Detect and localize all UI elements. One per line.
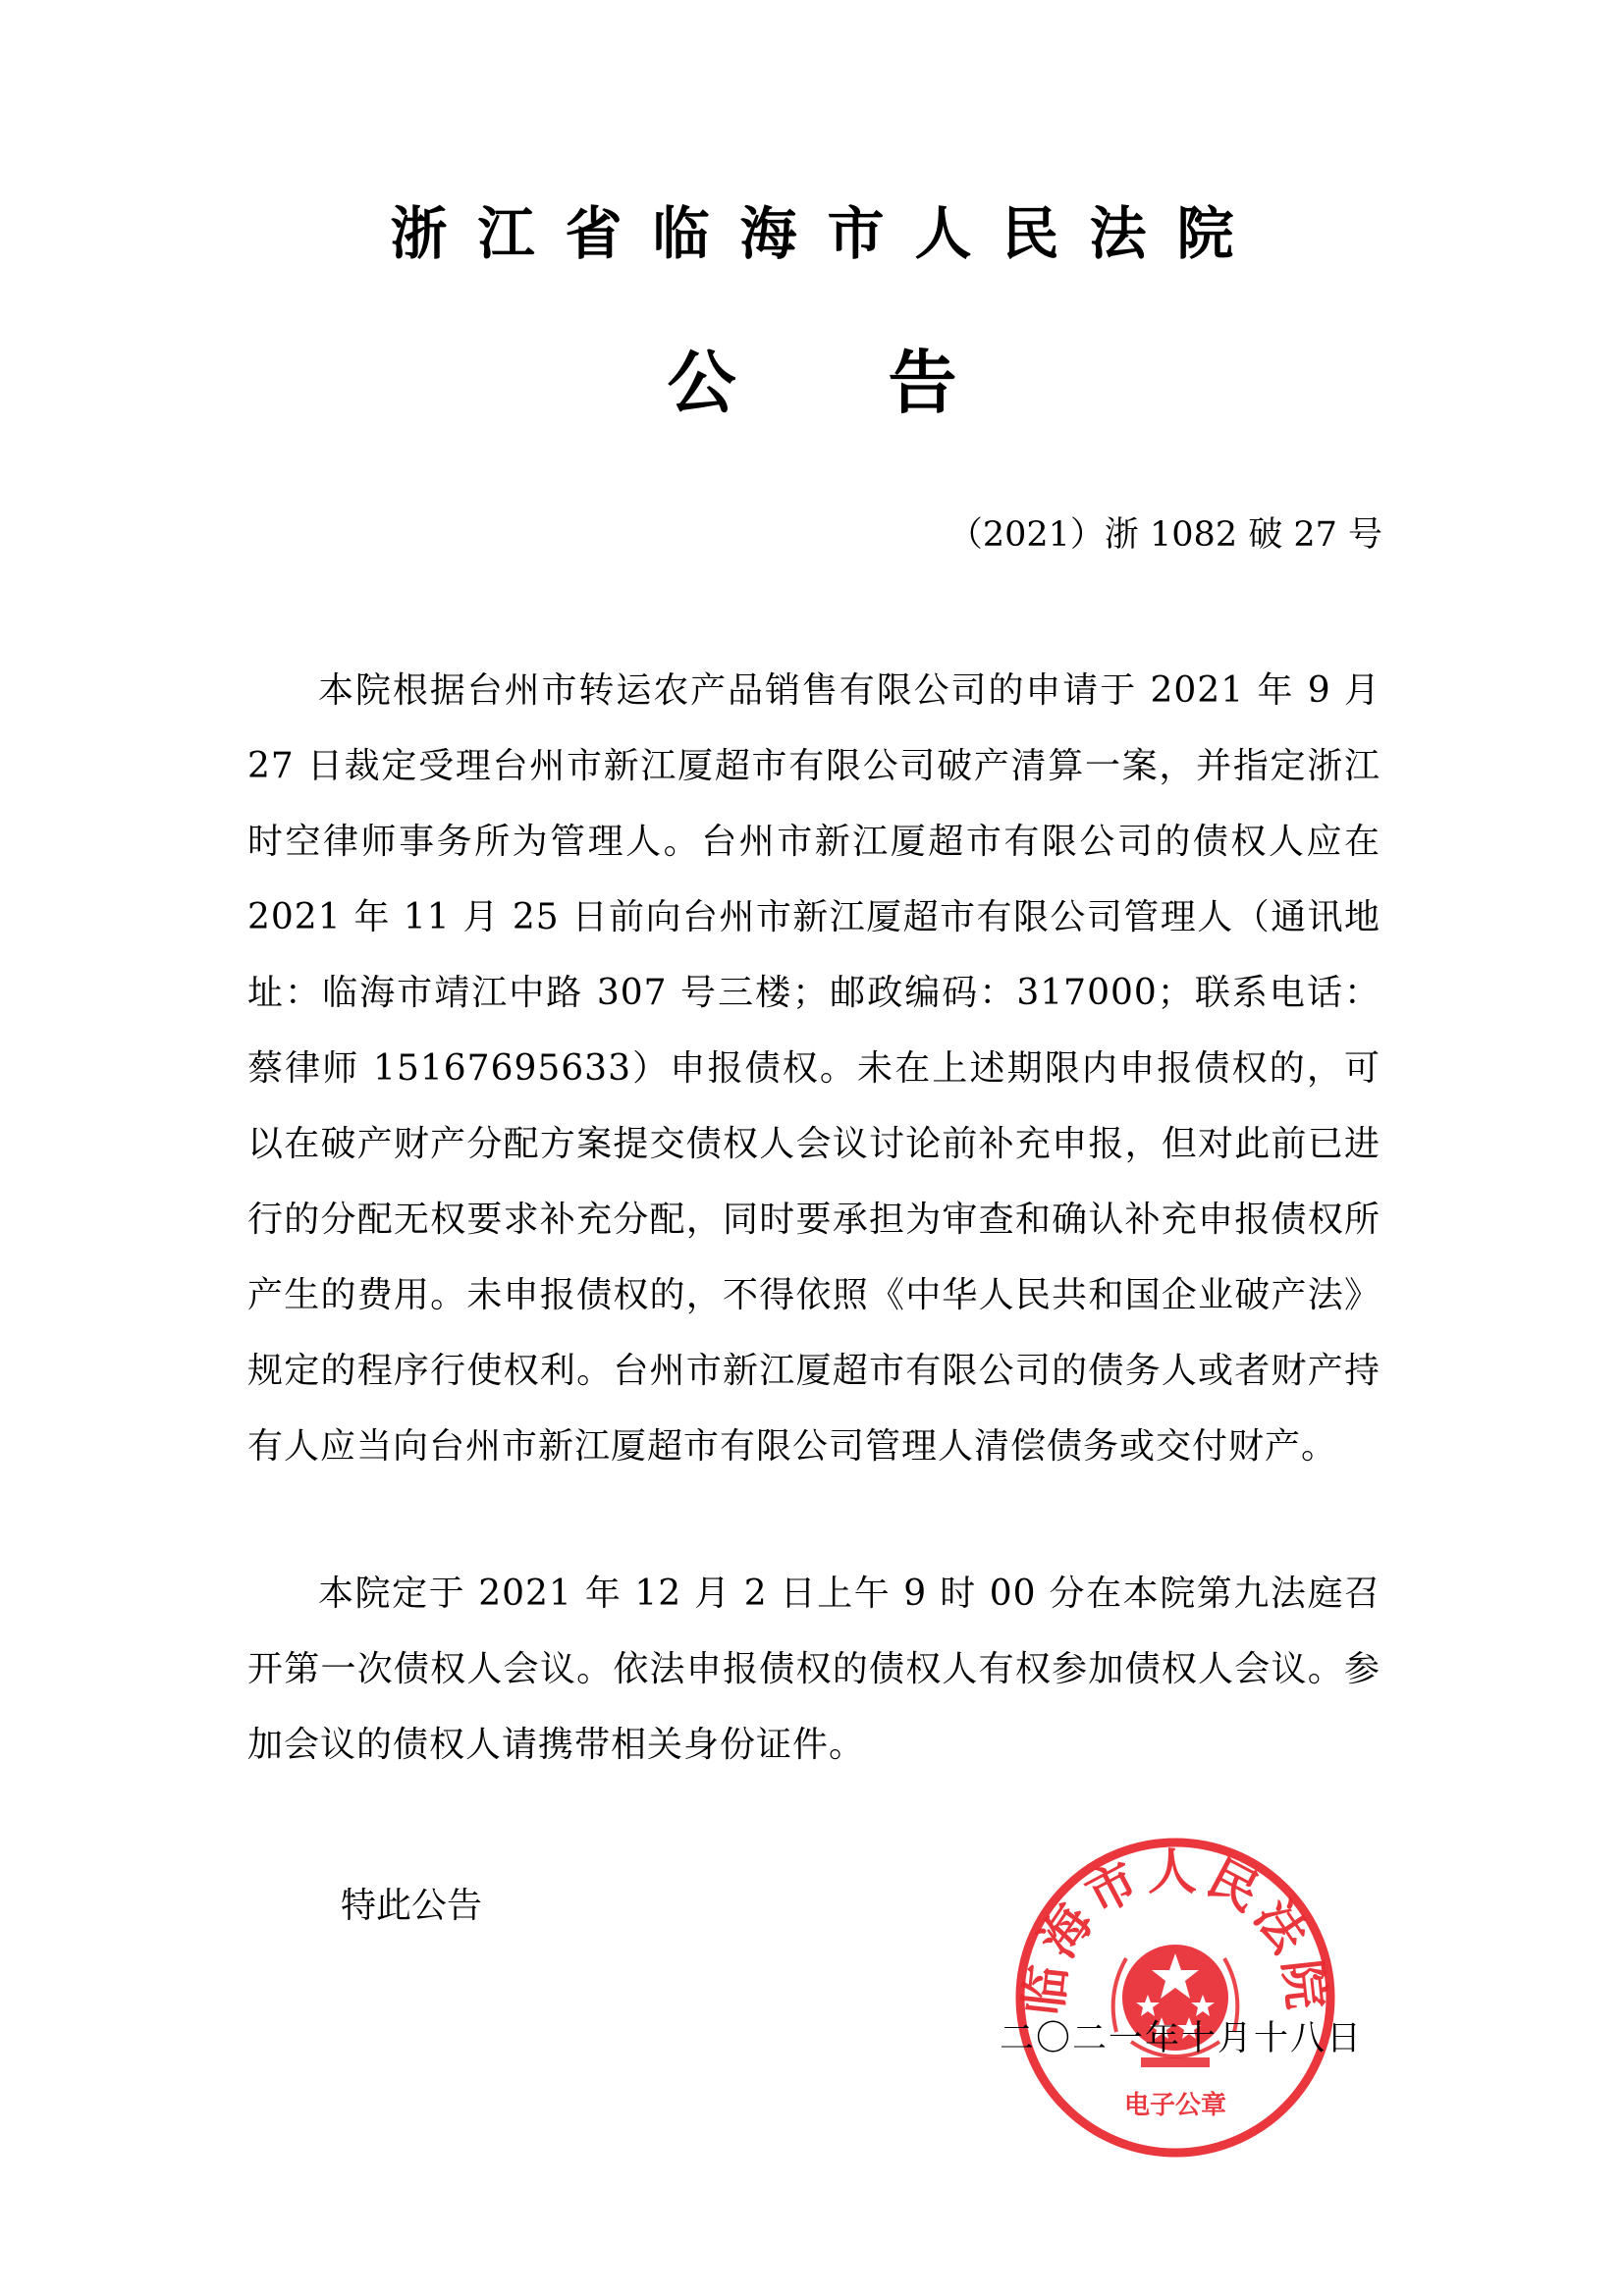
closing-statement: 特此公告 <box>341 1886 483 1926</box>
body-paragraph-claims: 本院根据台州市转运农产品销售有限公司的申请于 2021 年 9 月 27 日裁定受理台州市新江厦超市有限公司破产清算一案，并指定浙江时空律师事务所为管理人。台州市新江厦超市有限公司的债权人应在 2021 年 11 月 25 日前向台州市新江厦超市有限公司管理人（通讯地址：临海市靖江中路 307 号三楼；邮政编码：317000；联系电话：蔡律师 15167695633）申报债权。未在上述期限内申报债权的，可以在破产财产分配方案提交债权人会议讨论前补充申报，但对此前已进行的分配无权要求补充分配，同时要承担为审查和确认补充申报债权所产生的费用。未申报债权的，不得依照《中华人民共和国企业破产法》规定的程序行使权利。台州市新江厦超市有限公司的债务人或者财产持有人应当向台州市新江厦超市有限公司管理人清偿债务或交付财产。 <box>247 670 1380 1467</box>
case-number: （2021）浙 1082 破 27 号 <box>947 515 1382 555</box>
court-seal-icon <box>1013 1836 1337 2160</box>
notice-title: 公告 <box>667 343 1110 423</box>
issue-date: 二〇二一年十月十八日 <box>1000 2019 1364 2058</box>
body-paragraph-meeting: 本院定于 2021 年 12 月 2 日上午 9 时 00 分在本院第九法庭召开第一次债权人会议。依法申报债权的债权人有权参加债权人会议。参加会议的债权人请携带相关身份证件。 <box>247 1574 1380 1765</box>
svg-text:电子公章: 电子公章 <box>1123 2091 1227 2120</box>
court-name: 浙江省临海市人民法院 <box>390 200 1265 267</box>
svg-text:临海市人民法院: 临海市人民法院 <box>1014 1842 1336 2018</box>
